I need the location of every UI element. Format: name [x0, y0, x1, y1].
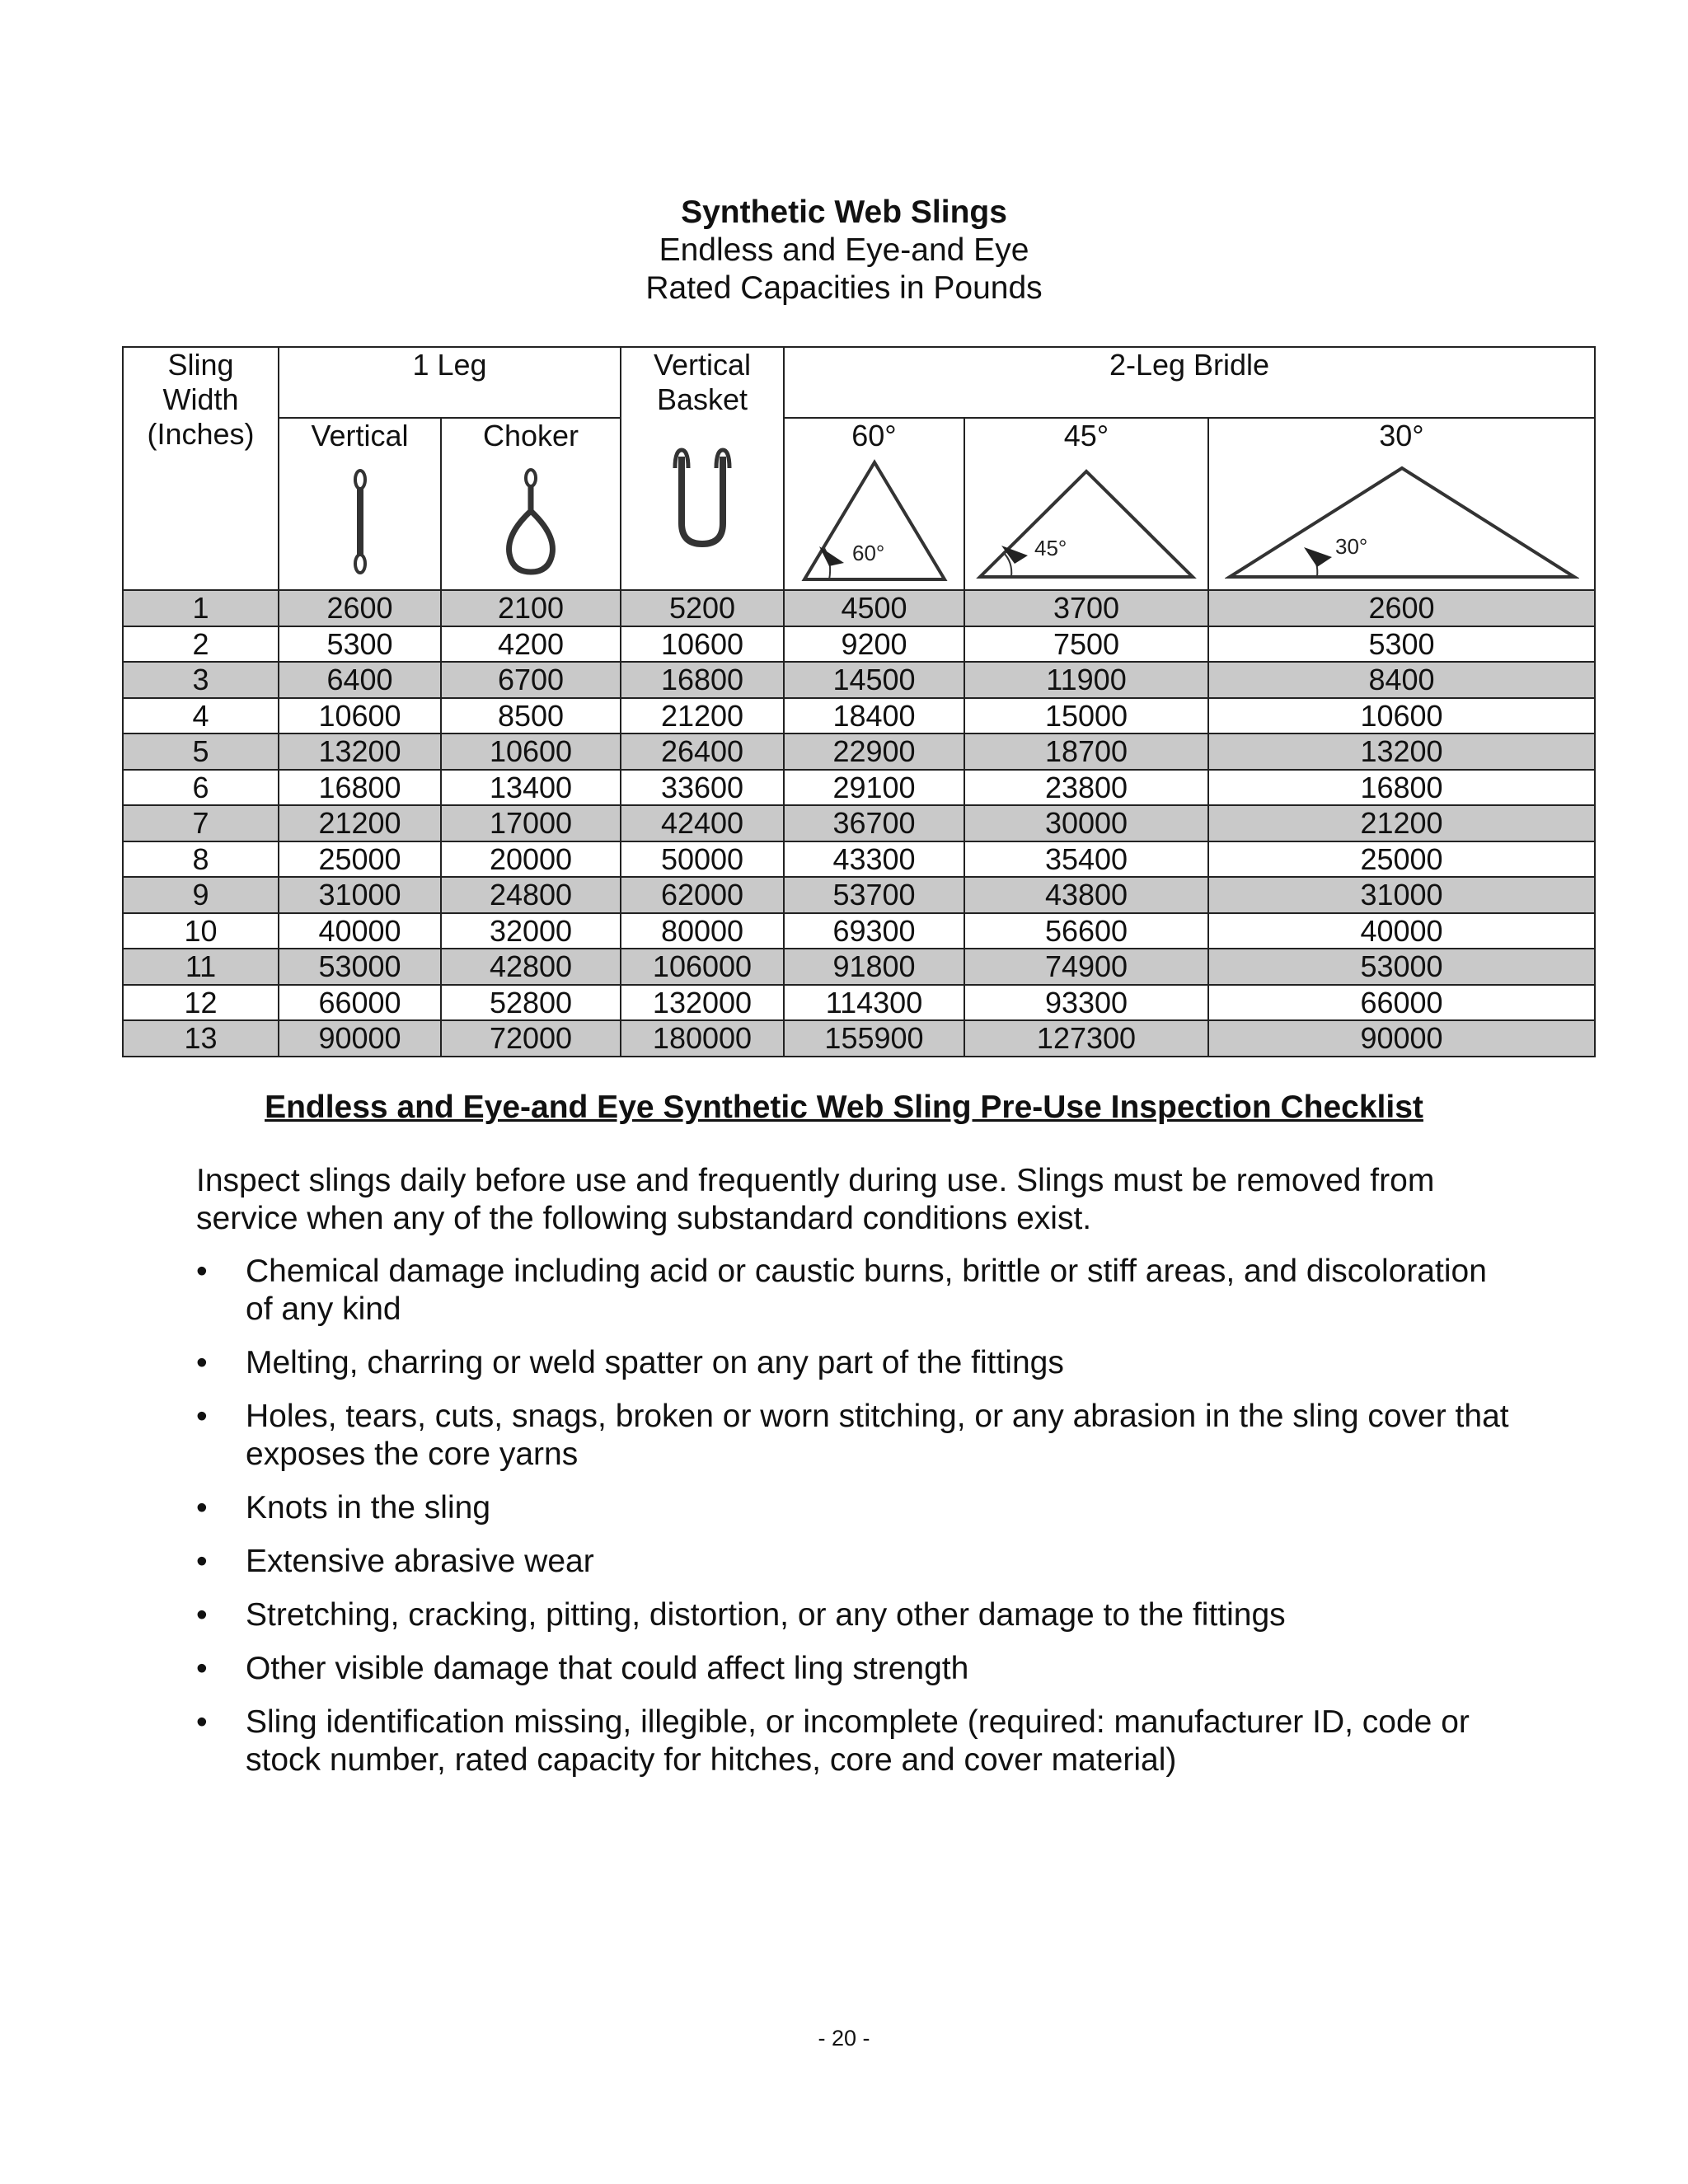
bullet-icon: • — [196, 1490, 208, 1526]
bullet-icon: • — [196, 1254, 208, 1289]
capacity-cell: 6700 — [441, 662, 621, 698]
capacity-cell: 56600 — [964, 913, 1208, 949]
capacity-cell: 5300 — [1208, 626, 1595, 663]
angle-45-cell — [964, 453, 1208, 590]
capacity-cell: 10600 — [621, 626, 784, 663]
capacity-cell: 66000 — [1208, 985, 1595, 1021]
capacity-cell: 10600 — [279, 698, 441, 734]
table-row — [123, 841, 1595, 878]
bullet-icon: • — [196, 1704, 208, 1740]
capacity-cell: 2100 — [441, 590, 621, 626]
table-row — [123, 805, 1595, 841]
capacity-cell: 42800 — [441, 949, 621, 985]
table-row — [123, 985, 1595, 1021]
capacity-cell: 2600 — [279, 590, 441, 626]
capacity-cell: 53000 — [279, 949, 441, 985]
capacity-cell: 20000 — [441, 841, 621, 878]
table-row — [123, 877, 1595, 913]
capacity-cell: 127300 — [964, 1020, 1208, 1057]
capacity-cell: 9200 — [784, 626, 964, 663]
header-vertical-basket-label: Vertical Basket — [653, 348, 752, 416]
capacity-cell: 66000 — [279, 985, 441, 1021]
checklist-items — [196, 1253, 1515, 1795]
capacity-cell: 11900 — [964, 662, 1208, 698]
sling-width-cell: 1 — [123, 590, 279, 626]
title-block — [0, 194, 1688, 307]
capacity-cell: 106000 — [621, 949, 784, 985]
capacity-cell: 13200 — [279, 733, 441, 770]
capacity-cell: 36700 — [784, 805, 964, 841]
page-title: Synthetic Web Slings — [681, 194, 1007, 230]
header-vertical-basket — [621, 347, 784, 590]
capacity-cell: 93300 — [964, 985, 1208, 1021]
capacity-cell: 31000 — [1208, 877, 1595, 913]
capacity-cell: 30000 — [964, 805, 1208, 841]
capacity-cell: 15000 — [964, 698, 1208, 734]
capacity-cell: 74900 — [964, 949, 1208, 985]
page-subtitle-1: Endless and Eye-and Eye — [659, 232, 1029, 268]
header-one-leg: 1 Leg — [279, 347, 621, 418]
capacity-cell: 29100 — [784, 770, 964, 806]
checklist-item-text: Chemical damage including acid or caustic burns, brittle or stiff areas, and discoloration of any kind — [246, 1254, 1487, 1327]
sling-width-cell: 12 — [123, 985, 279, 1021]
checklist-item — [196, 1596, 1515, 1634]
table-row — [123, 590, 1595, 626]
capacity-cell: 3700 — [964, 590, 1208, 626]
checklist-item-text: Stretching, cracking, pitting, distortion, or any other damage to the fittings — [246, 1597, 1286, 1633]
capacity-cell: 17000 — [441, 805, 621, 841]
checklist-item — [196, 1543, 1515, 1581]
checklist-item-text: Melting, charring or weld spatter on any part of the fittings — [246, 1345, 1064, 1380]
angle-60-cell — [784, 453, 964, 590]
sling-width-cell: 13 — [123, 1020, 279, 1057]
capacity-cell: 23800 — [964, 770, 1208, 806]
capacity-cell: 69300 — [784, 913, 964, 949]
bridle-45-angle-label: 45° — [1034, 535, 1067, 560]
sling-width-cell: 4 — [123, 698, 279, 734]
capacity-cell: 2600 — [1208, 590, 1595, 626]
bullet-icon: • — [196, 1399, 208, 1434]
capacity-cell: 16800 — [1208, 770, 1595, 806]
capacity-cell: 43300 — [784, 841, 964, 878]
capacity-cell: 5200 — [621, 590, 784, 626]
bullet-icon: • — [196, 1651, 208, 1686]
sling-width-cell: 9 — [123, 877, 279, 913]
capacity-cell: 25000 — [279, 841, 441, 878]
capacity-cell: 10600 — [1208, 698, 1595, 734]
sling-width-cell: 5 — [123, 733, 279, 770]
bullet-icon: • — [196, 1345, 208, 1380]
capacity-cell: 8500 — [441, 698, 621, 734]
capacity-cell: 114300 — [784, 985, 964, 1021]
capacity-cell: 13200 — [1208, 733, 1595, 770]
capacity-cell: 10600 — [441, 733, 621, 770]
sling-width-cell: 2 — [123, 626, 279, 663]
capacity-cell: 33600 — [621, 770, 784, 806]
capacity-cell: 18400 — [784, 698, 964, 734]
capacity-cell: 80000 — [621, 913, 784, 949]
header-two-leg-bridle: 2-Leg Bridle — [784, 347, 1595, 418]
capacity-cell: 40000 — [279, 913, 441, 949]
checklist-item-text: Sling identification missing, illegible, or incomplete (required: manufacturer ID, code or stock number, rated capacity for hitches, core and cover material) — [246, 1704, 1470, 1778]
checklist-item — [196, 1253, 1515, 1329]
bullet-icon: • — [196, 1544, 208, 1579]
bridle-30-angle-label: 30° — [1334, 533, 1367, 559]
choker-hitch-icon — [498, 468, 564, 575]
bridle-45-degree-icon — [975, 460, 1198, 583]
capacity-cell: 62000 — [621, 877, 784, 913]
capacity-cell: 90000 — [279, 1020, 441, 1057]
table-row — [123, 949, 1595, 985]
capacity-cell: 7500 — [964, 626, 1208, 663]
capacity-cell: 16800 — [279, 770, 441, 806]
vertical-hitch-icon — [344, 468, 377, 575]
capacity-table-body — [123, 590, 1595, 1057]
sling-width-cell: 3 — [123, 662, 279, 698]
capacity-cell: 16800 — [621, 662, 784, 698]
page-number: - 20 - — [818, 2026, 870, 2050]
capacity-cell: 4200 — [441, 626, 621, 663]
table-row — [123, 1020, 1595, 1057]
capacity-cell: 53700 — [784, 877, 964, 913]
vertical-hitch-cell — [279, 453, 441, 590]
table-row — [123, 698, 1595, 734]
sling-width-cell: 8 — [123, 841, 279, 878]
bridle-60-angle-label: 60° — [851, 540, 884, 565]
rated-capacity-table — [122, 346, 1596, 1057]
table-row — [123, 770, 1595, 806]
checklist-item — [196, 1344, 1515, 1382]
capacity-cell: 32000 — [441, 913, 621, 949]
header-sling-width: Sling Width (Inches) — [123, 347, 279, 590]
capacity-cell: 22900 — [784, 733, 964, 770]
header-45-degree: 45° — [964, 418, 1208, 453]
capacity-cell: 43800 — [964, 877, 1208, 913]
capacity-cell: 155900 — [784, 1020, 964, 1057]
table-row — [123, 626, 1595, 663]
sling-width-cell: 7 — [123, 805, 279, 841]
table-row — [123, 662, 1595, 698]
sling-width-cell: 11 — [123, 949, 279, 985]
capacity-cell: 53000 — [1208, 949, 1595, 985]
capacity-cell: 91800 — [784, 949, 964, 985]
capacity-cell: 26400 — [621, 733, 784, 770]
sling-width-cell: 6 — [123, 770, 279, 806]
capacity-cell: 90000 — [1208, 1020, 1595, 1057]
table-row — [123, 913, 1595, 949]
angle-30-cell — [1208, 453, 1595, 590]
checklist-title: Endless and Eye-and Eye Synthetic Web Sling Pre-Use Inspection Checklist — [265, 1090, 1423, 1125]
sling-width-cell: 10 — [123, 913, 279, 949]
page-subtitle-2: Rated Capacities in Pounds — [645, 270, 1043, 306]
vertical-basket-sling-icon — [661, 445, 743, 552]
capacity-cell: 8400 — [1208, 662, 1595, 698]
capacity-cell: 50000 — [621, 841, 784, 878]
checklist-item — [196, 1489, 1515, 1527]
checklist-item-text: Holes, tears, cuts, snags, broken or worn stitching, or any abrasion in the sling cover that exposes the core yarns — [246, 1399, 1509, 1472]
checklist-item-text: Knots in the sling — [246, 1490, 491, 1526]
choker-hitch-cell — [441, 453, 621, 590]
capacity-cell: 25000 — [1208, 841, 1595, 878]
capacity-cell: 24800 — [441, 877, 621, 913]
capacity-cell: 40000 — [1208, 913, 1595, 949]
capacity-cell: 35400 — [964, 841, 1208, 878]
checklist-item — [196, 1704, 1515, 1779]
header-30-degree: 30° — [1208, 418, 1595, 453]
bullet-icon: • — [196, 1597, 208, 1633]
checklist-item-text: Extensive abrasive wear — [246, 1544, 594, 1579]
capacity-cell: 21200 — [621, 698, 784, 734]
capacity-cell: 42400 — [621, 805, 784, 841]
capacity-cell: 14500 — [784, 662, 964, 698]
bridle-60-degree-icon — [796, 456, 953, 588]
checklist-intro: Inspect slings daily before use and frequently during use. Slings must be removed from service when any of the following substandard conditions exist. — [196, 1163, 1435, 1236]
capacity-cell: 132000 — [621, 985, 784, 1021]
capacity-cell: 18700 — [964, 733, 1208, 770]
bridle-30-degree-icon — [1225, 460, 1579, 583]
capacity-cell: 13400 — [441, 770, 621, 806]
capacity-cell: 72000 — [441, 1020, 621, 1057]
capacity-cell: 4500 — [784, 590, 964, 626]
capacity-cell: 6400 — [279, 662, 441, 698]
capacity-cell: 21200 — [1208, 805, 1595, 841]
header-choker: Choker — [441, 418, 621, 453]
capacity-cell: 21200 — [279, 805, 441, 841]
header-vertical: Vertical — [279, 418, 441, 453]
table-row — [123, 733, 1595, 770]
capacity-cell: 180000 — [621, 1020, 784, 1057]
capacity-cell: 31000 — [279, 877, 441, 913]
checklist-item-text: Other visible damage that could affect ling strength — [246, 1651, 969, 1686]
checklist-item — [196, 1398, 1515, 1474]
capacity-cell: 5300 — [279, 626, 441, 663]
header-60-degree: 60° — [784, 418, 964, 453]
checklist-item — [196, 1650, 1515, 1688]
capacity-cell: 52800 — [441, 985, 621, 1021]
